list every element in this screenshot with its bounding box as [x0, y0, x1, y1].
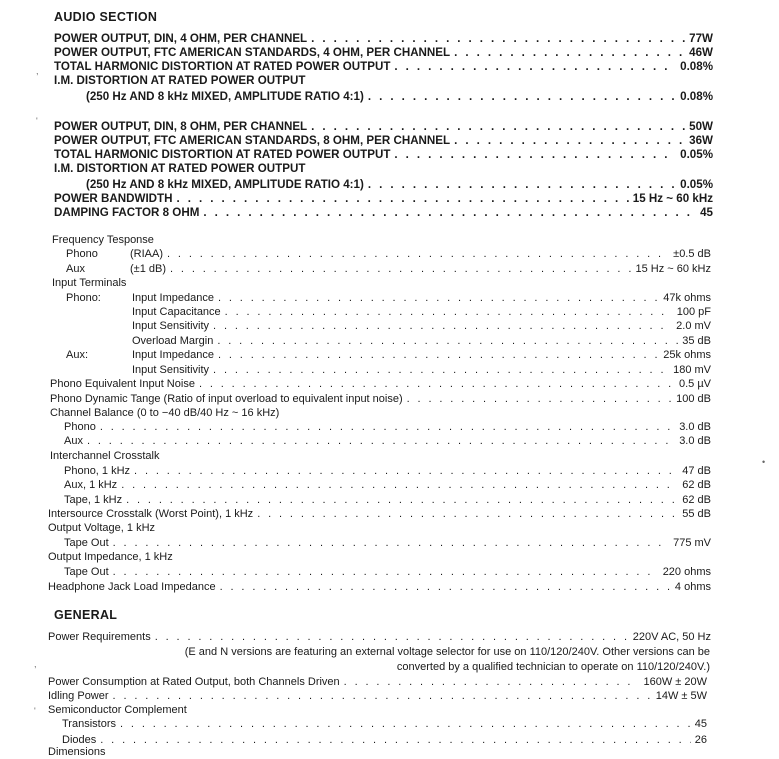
spec-value: 3.0 dB: [679, 435, 711, 447]
spec-value: 62 dB: [682, 479, 711, 491]
spec-row: [66, 263, 711, 275]
leader-dots: [87, 435, 675, 447]
spec-label: Output Impedance, 1 kHz: [48, 551, 173, 563]
spec-row: [48, 522, 711, 534]
spec-value: 775 mV: [673, 537, 711, 549]
spec-value: 26: [694, 734, 707, 746]
spec-value: 160W ± 20W: [643, 676, 707, 688]
voltage-note-line-2: converted by a qualified technician to operate on 110/120/240V.): [396, 661, 710, 673]
spec-label: POWER OUTPUT, DIN, 4 OHM, PER CHANNEL: [54, 32, 308, 45]
spec-row: [50, 407, 711, 419]
spec-row: [54, 60, 713, 73]
spec-label: (250 Hz AND 8 kHz MIXED, AMPLITUDE RATIO 4:1): [86, 90, 364, 103]
leader-dots: [368, 178, 676, 191]
leader-dots: [311, 120, 685, 133]
leader-dots: [113, 566, 659, 578]
spec-row: [66, 306, 711, 318]
spec-value: 220V AC, 50 Hz: [632, 631, 711, 643]
leader-dots: [225, 306, 673, 318]
spec-sublabel: Input Impedance: [132, 292, 214, 304]
leader-dots: [368, 90, 676, 103]
leader-dots: [177, 192, 629, 205]
spec-row: [52, 277, 711, 289]
spec-label: DAMPING FACTOR 8 OHM: [54, 206, 200, 219]
spec-label: Tape Out: [64, 537, 109, 549]
spec-label: I.M. DISTORTION AT RATED POWER OUTPUT: [54, 162, 306, 175]
spec-row: [48, 690, 707, 702]
spec-row-power-requirements: [48, 631, 711, 643]
leader-dots: [218, 292, 659, 304]
spec-value: 15 Hz ~ 60 kHz: [632, 192, 713, 205]
spec-label: Phono: [66, 248, 98, 260]
spec-value: 14W ± 5W: [655, 690, 707, 702]
spec-row: [48, 746, 707, 758]
leader-dots: [199, 378, 675, 390]
spec-label: Tape, 1 kHz: [64, 494, 123, 506]
spec-value: 0.08%: [680, 60, 713, 73]
spec-row: [48, 676, 707, 688]
general-section-title: GENERAL: [54, 608, 118, 622]
spec-label: Interchannel Crosstalk: [50, 450, 160, 462]
spec-value: 50W: [689, 120, 713, 133]
leader-dots: [257, 508, 678, 520]
leader-dots: [220, 581, 671, 593]
spec-row: [54, 162, 713, 175]
spec-value: 62 dB: [682, 494, 711, 506]
spec-row: [66, 320, 711, 332]
leader-dots: [113, 690, 652, 702]
spec-label: Aux: [64, 435, 83, 447]
spec-row: [54, 134, 713, 147]
scan-mark: •: [762, 457, 766, 467]
spec-label: POWER OUTPUT, DIN, 8 OHM, PER CHANNEL: [54, 120, 308, 133]
spec-label: Intersource Crosstalk (Worst Point), 1 kHz: [48, 508, 254, 520]
spec-value: 3.0 dB: [679, 421, 711, 433]
spec-label: I.M. DISTORTION AT RATED POWER OUTPUT: [54, 74, 306, 87]
spec-row: [54, 46, 713, 59]
leader-dots: [113, 537, 669, 549]
spec-row: [62, 734, 707, 746]
spec-label: Semiconductor Complement: [48, 704, 187, 716]
spec-value: 55 dB: [682, 508, 711, 520]
spec-label: TOTAL HARMONIC DISTORTION AT RATED POWER OUTPUT: [54, 148, 391, 161]
spec-sublabel: Input Impedance: [132, 349, 214, 361]
spec-value: 2.0 mV: [676, 320, 711, 332]
spec-value: 180 mV: [673, 364, 711, 376]
leader-dots: [394, 60, 676, 73]
spec-value: 0.05%: [680, 148, 713, 161]
spec-row: [48, 704, 707, 716]
spec-row: [54, 32, 713, 45]
spec-label: POWER OUTPUT, FTC AMERICAN STANDARDS, 8 OHM, PER CHANNEL: [54, 134, 451, 147]
leader-dots: [121, 479, 678, 491]
spec-value: 35 dB: [682, 335, 711, 347]
spec-label: Phono Equivalent Input Noise: [50, 378, 195, 390]
leader-dots: [203, 206, 696, 219]
spec-row: [50, 378, 711, 390]
scan-mark: ,: [36, 66, 39, 76]
spec-row: [64, 421, 711, 433]
spec-row: [54, 192, 713, 205]
leader-dots: [218, 349, 659, 361]
spec-value: 47 dB: [682, 465, 711, 477]
spec-label: POWER OUTPUT, FTC AMERICAN STANDARDS, 4 OHM, PER CHANNEL: [54, 46, 451, 59]
spec-row: [52, 234, 711, 246]
spec-label: Transistors: [62, 718, 116, 730]
spec-value: 100 dB: [676, 393, 711, 405]
leader-dots: [344, 676, 640, 688]
spec-row: [66, 349, 711, 361]
spec-row: [66, 364, 711, 376]
leader-dots: [167, 248, 669, 260]
leader-dots: [454, 134, 685, 147]
spec-label: Aux: [66, 263, 85, 275]
spec-row: [48, 508, 711, 520]
spec-sublabel: Input Sensitivity: [132, 364, 210, 376]
leader-dots: [213, 364, 669, 376]
spec-label: Channel Balance (0 to −40 dB/40 Hz ~ 16 kHz): [50, 407, 280, 419]
spec-label: Frequency Tesponse: [52, 234, 154, 246]
leader-dots: [155, 631, 629, 643]
spec-row: [50, 393, 711, 405]
spec-row: [64, 465, 711, 477]
spec-value: 45: [700, 206, 713, 219]
leader-dots: [100, 421, 675, 433]
spec-value: ±0.5 dB: [673, 248, 711, 260]
leader-dots: [134, 465, 678, 477]
spec-label: Phono:: [66, 292, 101, 304]
spec-label: Aux, 1 kHz: [64, 479, 118, 491]
spec-label: Power Consumption at Rated Output, both Channels Driven: [48, 676, 340, 688]
spec-value: 25k ohms: [663, 349, 711, 361]
spec-row: [50, 450, 711, 462]
spec-row: [48, 581, 711, 593]
scan-mark: ,: [34, 659, 37, 669]
spec-label: Idling Power: [48, 690, 109, 702]
spec-row: [64, 537, 711, 549]
spec-row: [54, 148, 713, 161]
spec-value: 100 pF: [676, 306, 711, 318]
spec-row: [64, 479, 711, 491]
leader-dots: [217, 335, 678, 347]
spec-label: Diodes: [62, 734, 97, 746]
spec-label: Tape Out: [64, 566, 109, 578]
spec-sublabel: Overload Margin: [132, 335, 214, 347]
scan-mark: ': [34, 706, 36, 716]
spec-sublabel: (±1 dB): [130, 263, 166, 275]
spec-sublabel: Input Sensitivity: [132, 320, 210, 332]
leader-dots: [407, 393, 672, 405]
spec-row: [64, 494, 711, 506]
spec-value: 0.5 µV: [678, 378, 711, 390]
spec-row: [62, 718, 707, 730]
spec-sublabel: (RIAA): [130, 248, 163, 260]
spec-label: Phono Dynamic Tange (Ratio of input overload to equivalent input noise): [50, 393, 403, 405]
spec-value: 0.05%: [680, 178, 713, 191]
scan-mark: ': [36, 116, 38, 126]
spec-label: Output Voltage, 1 kHz: [48, 522, 156, 534]
spec-row: [54, 74, 713, 87]
spec-value: 4 ohms: [674, 581, 711, 593]
spec-label: POWER BANDWIDTH: [54, 192, 173, 205]
spec-label: Input Terminals: [52, 277, 127, 289]
spec-value: 15 Hz ~ 60 kHz: [635, 263, 711, 275]
spec-value: 77W: [689, 32, 713, 45]
spec-row: [66, 335, 711, 347]
spec-row: [54, 120, 713, 133]
spec-value: 45: [694, 718, 707, 730]
spec-value: 46W: [689, 46, 713, 59]
voltage-note-line-1: (E and N versions are featuring an external voltage selector for use on 110/120/240V. Other versions can be: [184, 646, 710, 658]
spec-row: [66, 292, 711, 304]
spec-row: [54, 206, 713, 219]
leader-dots: [213, 320, 672, 332]
spec-label: Dimensions: [48, 746, 106, 758]
leader-dots: [100, 734, 691, 746]
spec-row: [86, 90, 713, 103]
spec-label: Phono: [64, 421, 96, 433]
spec-sublabel: Input Capacitance: [132, 306, 221, 318]
spec-label: TOTAL HARMONIC DISTORTION AT RATED POWER OUTPUT: [54, 60, 391, 73]
spec-label: Phono, 1 kHz: [64, 465, 131, 477]
leader-dots: [394, 148, 676, 161]
leader-dots: [126, 494, 678, 506]
leader-dots: [120, 718, 691, 730]
spec-label: Power Requirements: [48, 631, 151, 643]
spec-row: [66, 248, 711, 260]
audio-section-title: AUDIO SECTION: [54, 10, 158, 24]
spec-value: 0.08%: [680, 90, 713, 103]
spec-value: 220 ohms: [662, 566, 711, 578]
spec-label: Aux:: [66, 349, 89, 361]
spec-row: [64, 435, 711, 447]
leader-dots: [170, 263, 631, 275]
spec-value: 47k ohms: [663, 292, 711, 304]
leader-dots: [311, 32, 685, 45]
spec-row: [64, 566, 711, 578]
spec-row: [86, 178, 713, 191]
spec-label: (250 Hz AND 8 kHz MIXED, AMPLITUDE RATIO 4:1): [86, 178, 364, 191]
leader-dots: [454, 46, 685, 59]
spec-row: [48, 551, 711, 563]
spec-label: Headphone Jack Load Impedance: [48, 581, 216, 593]
spec-value: 36W: [689, 134, 713, 147]
